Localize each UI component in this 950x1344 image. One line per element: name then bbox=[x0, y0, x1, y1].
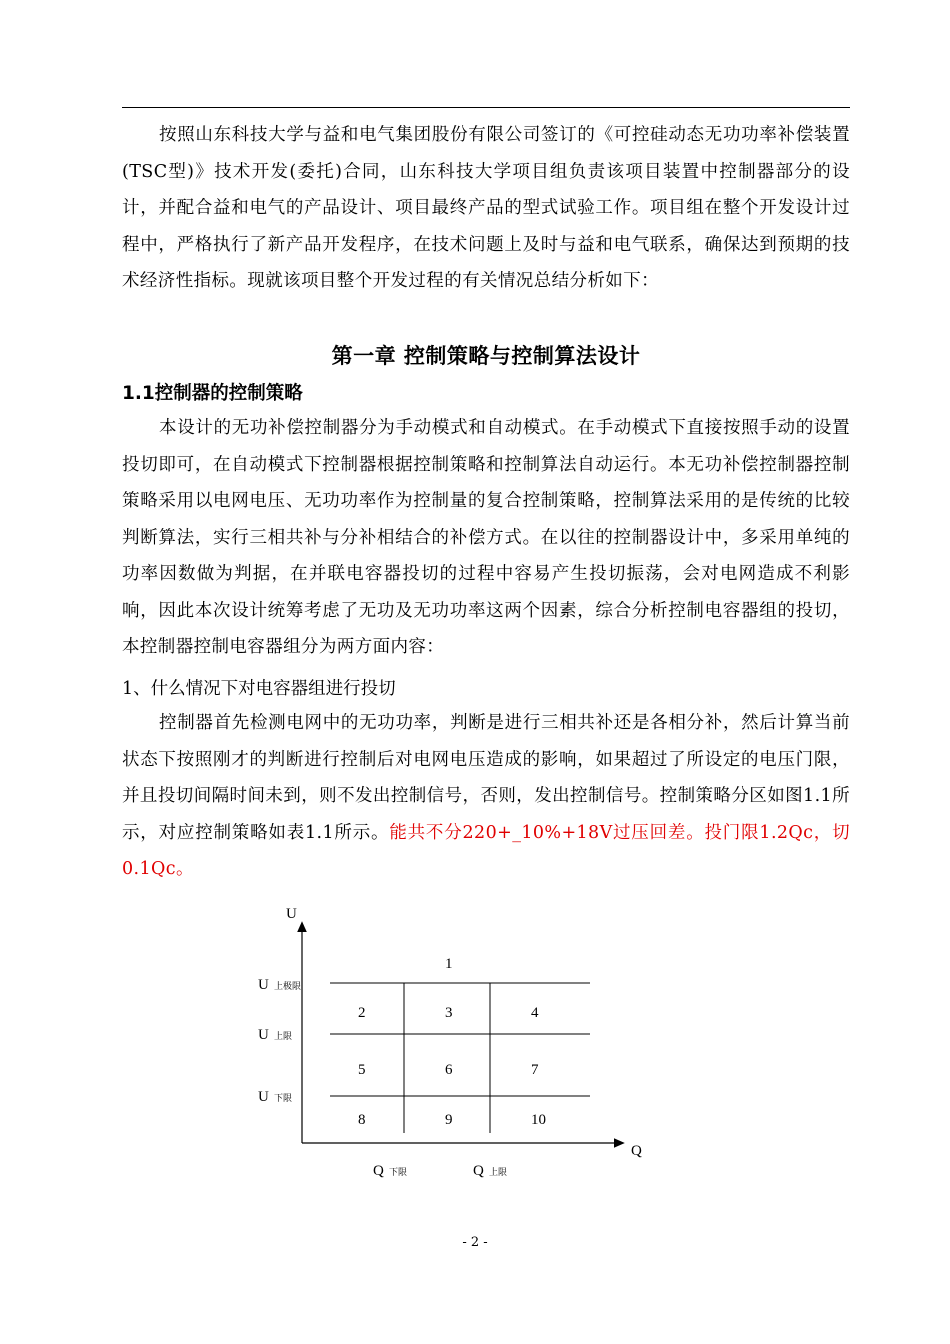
region-1: 1 bbox=[445, 956, 453, 972]
list-item-1: 1、什么情况下对电容器组进行投切 bbox=[122, 679, 396, 699]
u-upper-extreme-label: U bbox=[258, 977, 269, 993]
page-number: - 2 - bbox=[462, 1235, 488, 1250]
region-4: 4 bbox=[531, 1005, 539, 1021]
region-7: 7 bbox=[531, 1062, 539, 1078]
detection-text: 控制器首先检测电网中的无功功率，判断是进行三相共补还是各相分补，然后计算当前状态下按照刚才的判断进行控制后对电网电压造成的影响，如果超过了所设定的电压门限，并且投切间隔时间未到，则不发出控制信号，否则，发出控制信号。控制策略分区如图1.1所示，对应控制策略如表1.1所示。 bbox=[122, 713, 850, 843]
region-9: 9 bbox=[445, 1112, 453, 1128]
q-upper-label: Q bbox=[473, 1163, 484, 1179]
section-heading: 1.1控制器的控制策略 bbox=[122, 383, 303, 404]
chapter-heading: 第一章 控制策略与控制算法设计 bbox=[331, 344, 641, 368]
u-axis-label: U bbox=[286, 906, 297, 922]
q-upper-sub: 上限 bbox=[489, 1168, 508, 1178]
u-upper-extreme-sub: 上极限 bbox=[274, 982, 302, 992]
region-2: 2 bbox=[358, 1005, 366, 1021]
q-axis-label: Q bbox=[631, 1143, 642, 1159]
region-8: 8 bbox=[358, 1112, 366, 1128]
region-3: 3 bbox=[445, 1005, 453, 1021]
region-10: 10 bbox=[531, 1112, 546, 1128]
region-5: 5 bbox=[358, 1062, 366, 1078]
q-lower-label: Q bbox=[373, 1163, 384, 1179]
q-lower-sub: 下限 bbox=[389, 1168, 408, 1178]
intro-paragraph: 按照山东科技大学与益和电气集团股份有限公司签订的《可控硅动态无功功率补偿装置(TSC型)》技术开发(委托)合同，山东科技大学项目组负责该项目装置中控制器部分的设计，并配合益和电气的产品设计、项目最终产品的型式试验工作。项目组在整个开发设计过程中，严格执行了新产品开发程序，在技术问题上及时与益和电气联系，确保达到预期的技术经济性指标。现就该项目整个开发过程的有关情况总结分析如下： bbox=[122, 125, 850, 291]
region-6: 6 bbox=[445, 1062, 453, 1078]
u-upper-sub: 上限 bbox=[274, 1032, 293, 1042]
u-lower-label: U bbox=[258, 1089, 269, 1105]
u-upper-label: U bbox=[258, 1027, 269, 1043]
strategy-paragraph: 本设计的无功补偿控制器分为手动模式和自动模式。在手动模式下直接按照手动的设置投切即可，在自动模式下控制器根据控制策略和控制算法自动运行。本无功补偿控制器控制策略采用以电网电压、无功功率作为控制量的复合控制策略，控制算法采用的是传统的比较判断算法，实行三相共补与分补相结合的补偿方式。在以往的控制器设计中，多采用单纯的功率因数做为判据，在并联电容器投切的过程中容易产生投切振荡，会对电网造成不利影响，因此本次设计统筹考虑了无功及无功功率这两个因素，综合分析控制电容器组的投切，本控制器控制电容器组分为两方面内容： bbox=[122, 418, 850, 657]
u-lower-sub: 下限 bbox=[274, 1094, 293, 1104]
red-annotation: 能共不分220+_10%+18V过压回差。投门限1.2Qc，切0.1Qc。 bbox=[122, 822, 850, 879]
